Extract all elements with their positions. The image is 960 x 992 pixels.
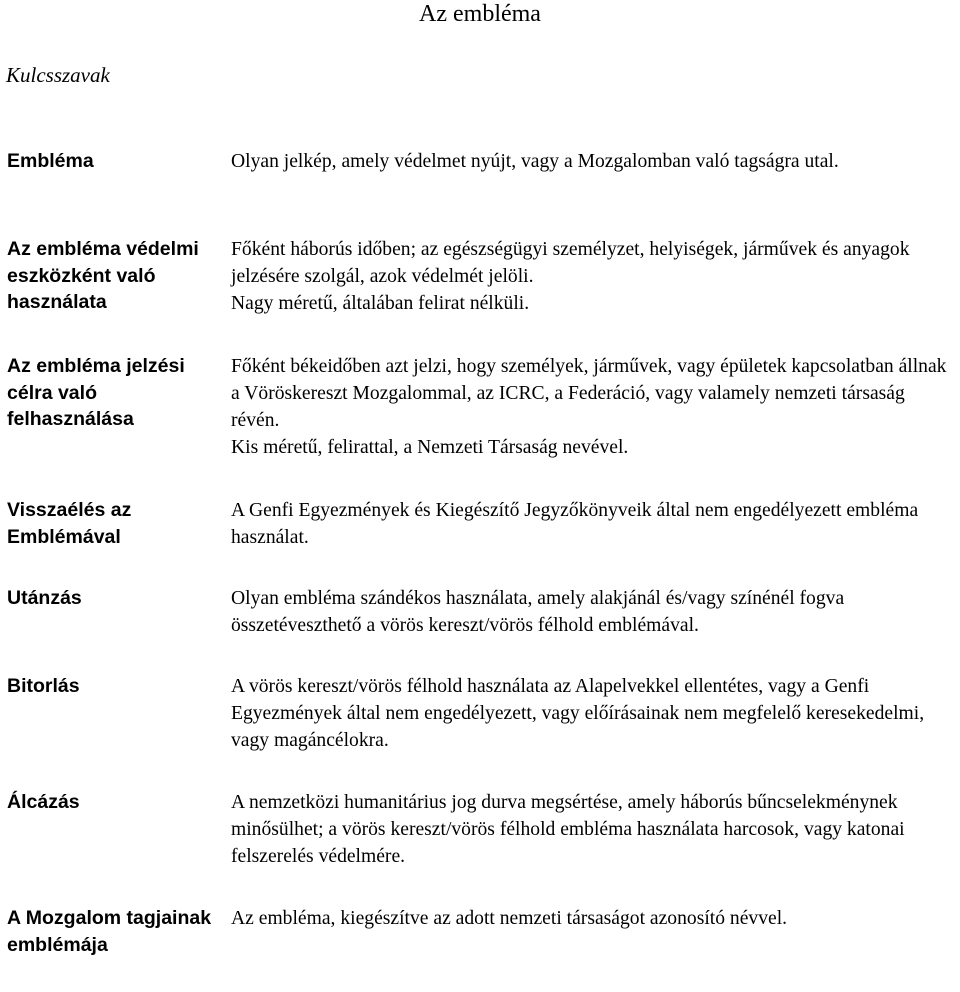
definition-paragraph: Kis méretű, felirattal, a Nemzeti Társaság nevével.: [231, 437, 629, 458]
term: A Mozgalom tagjainak emblémája: [7, 907, 212, 956]
definition-paragraph: Főként háborús időben; az egészségügyi személyzet, helyiségek, járművek és anyagok jelzésére szolgál, azok védelmét jelöli.: [231, 239, 910, 287]
page-title: Az embléma: [419, 1, 541, 27]
definition-paragraph: Az embléma, kiegészítve az adott nemzeti társaságot azonosító névvel.: [231, 908, 788, 929]
definition: [231, 497, 958, 551]
definition-paragraph: A Genfi Egyezmények és Kiegészítő Jegyzőkönyveik által nem engedélyezett embléma használat.: [231, 500, 919, 548]
term: Visszaélés az Emblémával: [7, 499, 132, 548]
section-label: Kulcsszavak: [6, 63, 110, 87]
term: Az embléma jelzési célra való felhasználása: [7, 355, 185, 430]
definition-paragraph: Főként békeidőben azt jelzi, hogy személyek, járművek, vagy épületek kapcsolatban állnak a Vöröskereszt Mozgalommal, az ICRC, a Federáció, vagy valamely nemzeti társaság révén.: [231, 356, 947, 431]
term: Utánzás: [7, 587, 82, 609]
definition: [231, 236, 958, 317]
term: Bitorlás: [7, 675, 80, 697]
definition: [231, 148, 958, 175]
definition: [231, 789, 958, 870]
definition: [231, 585, 958, 639]
definition-paragraph: A nemzetközi humanitárius jog durva megsértése, amely háborús bűncselekménynek minősülhet; a vörös kereszt/vörös félhold embléma használata harcosok, vagy katonai felszerelés védelmére.: [231, 792, 905, 867]
definition-paragraph: Nagy méretű, általában felirat nélküli.: [231, 293, 530, 314]
definition-paragraph: A vörös kereszt/vörös félhold használata az Alapelvekkel ellentétes, vagy a Genfi Egyezmények által nem engedélyezett, vagy előírásainak nem megfelelő keresekedelmi, vagy magáncélokra.: [231, 676, 925, 751]
definition: [231, 905, 958, 932]
term: Embléma: [7, 150, 94, 172]
definition-paragraph: Olyan embléma szándékos használata, amely alakjánál és/vagy színénél fogva összetéveszthető a vörös kereszt/vörös félhold emblémával.: [231, 588, 845, 636]
term: Álcázás: [7, 791, 80, 813]
definition-paragraph: Olyan jelkép, amely védelmet nyújt, vagy a Mozgalomban való tagságra utal.: [231, 151, 839, 172]
term: Az embléma védelmi eszközként való használata: [7, 238, 199, 313]
definition: [231, 673, 958, 754]
definition: [231, 353, 958, 461]
